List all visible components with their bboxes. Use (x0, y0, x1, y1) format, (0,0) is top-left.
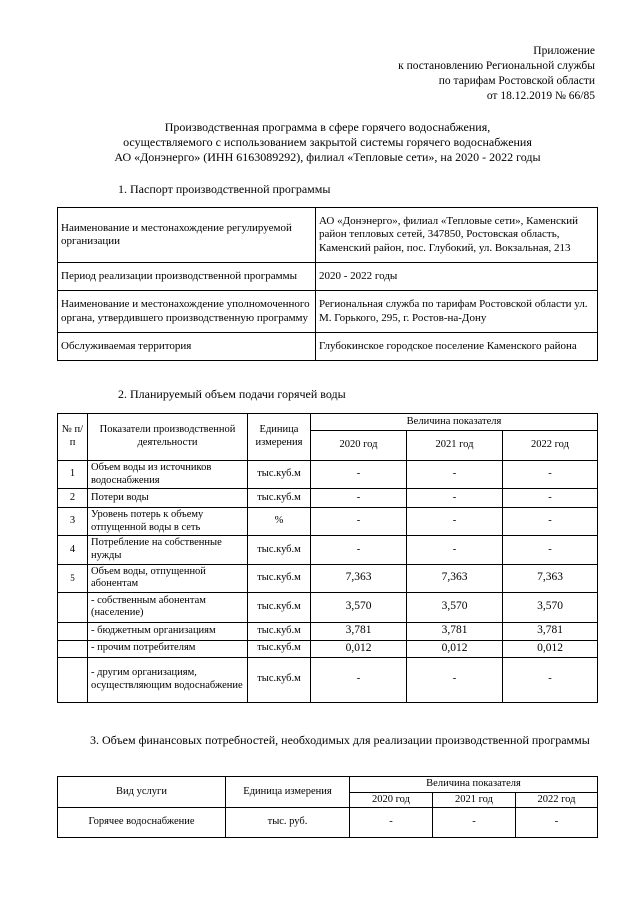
row-value-2021: 7,363 (407, 564, 503, 592)
row-unit: тыс.куб.м (248, 657, 311, 702)
header-year-2022: 2022 год (503, 431, 598, 461)
row-name: Потери воды (88, 489, 248, 508)
passport-label: Наименование и местонахождение уполномоченного органа, утвердившего производственную программу (58, 291, 316, 333)
financial-table (57, 776, 598, 838)
row-name: - бюджетным организациям (88, 622, 248, 640)
header-unit: Единица измерения (226, 777, 350, 808)
header-year-2021: 2021 год (433, 792, 516, 808)
row-unit: тыс. руб. (226, 808, 350, 838)
header-value: Величина показателя (311, 414, 598, 431)
title-line-1: Производственная программа в сфере горячего водоснабжения, (164, 120, 491, 134)
header-num: № п/п (58, 414, 88, 461)
row-value-2022: - (503, 508, 598, 536)
section-3-title: 3. Объем финансовых потребностей, необходимых для реализации производственной программы (90, 733, 590, 747)
table-row (58, 657, 598, 702)
row-num (58, 640, 88, 657)
row-unit: тыс.куб.м (248, 622, 311, 640)
table-row (58, 508, 598, 536)
row-value-2022: 3,570 (503, 592, 598, 622)
passport-value: Региональная служба по тарифам Ростовской области ул. М. Горького, 295, г. Ростов-на-Дону (316, 291, 598, 333)
title-line-2: осуществляемого с использованием закрытой системы горячего водоснабжения (123, 135, 532, 149)
row-value-2021: - (407, 536, 503, 564)
row-unit: тыс.куб.м (248, 536, 311, 564)
header-unit: Единица измерения (248, 414, 311, 461)
table-row (58, 208, 598, 263)
passport-label: Период реализации производственной программы (58, 263, 316, 291)
row-value-2020: - (311, 489, 407, 508)
section-1-title: 1. Паспорт производственной программы (118, 182, 331, 196)
table-row (58, 640, 598, 657)
row-unit: % (248, 508, 311, 536)
row-num (58, 622, 88, 640)
table-header-row (58, 414, 598, 431)
header-line-3: по тарифам Ростовской области (438, 75, 595, 87)
row-unit: тыс.куб.м (248, 640, 311, 657)
row-num: 4 (58, 536, 88, 564)
title-line-3: АО «Донэнерго» (ИНН 6163089292), филиал «Тепловые сети», на 2020 - 2022 годы (114, 150, 541, 164)
row-value-2022: 7,363 (503, 564, 598, 592)
row-num: 5 (58, 564, 88, 592)
row-unit: тыс.куб.м (248, 461, 311, 489)
table-row (58, 263, 598, 291)
row-value-2021: 3,781 (407, 622, 503, 640)
row-value-2021: 3,570 (407, 592, 503, 622)
row-value-2022: - (503, 461, 598, 489)
row-value-2021: 0,012 (407, 640, 503, 657)
table-row (58, 808, 598, 838)
table-row (58, 333, 598, 361)
passport-label: Обслуживаемая территория (58, 333, 316, 361)
document-title (60, 120, 595, 165)
table-row (58, 536, 598, 564)
row-name: Уровень потерь к объему отпущенной воды в сеть (88, 508, 248, 536)
row-value-2021: - (407, 657, 503, 702)
document-header (398, 44, 595, 104)
row-value-2020: - (311, 657, 407, 702)
row-unit: тыс.куб.м (248, 592, 311, 622)
table-row (58, 564, 598, 592)
header-year-2020: 2020 год (311, 431, 407, 461)
row-name: - прочим потребителям (88, 640, 248, 657)
table-row (58, 592, 598, 622)
row-num (58, 657, 88, 702)
header-year-2020: 2020 год (350, 792, 433, 808)
row-service: Горячее водоснабжение (58, 808, 226, 838)
row-value-2020: - (311, 461, 407, 489)
row-name: - другим организациям, осуществляющим водоснабжение (88, 657, 248, 702)
row-value-2021: - (407, 508, 503, 536)
header-line-2: к постановлению Региональной службы (398, 60, 595, 72)
passport-label: Наименование и местонахождение регулируемой организации (58, 208, 316, 263)
header-year-2021: 2021 год (407, 431, 503, 461)
passport-value: Глубокинское городское поселение Каменского района (316, 333, 598, 361)
row-value-2021: - (407, 461, 503, 489)
volume-table (57, 413, 598, 703)
row-num: 3 (58, 508, 88, 536)
row-num (58, 592, 88, 622)
row-value-2022: - (503, 489, 598, 508)
row-name: Потребление на собственные нужды (88, 536, 248, 564)
row-value-2022: 3,781 (503, 622, 598, 640)
table-row (58, 622, 598, 640)
row-num: 1 (58, 461, 88, 489)
row-value-2020: 3,781 (311, 622, 407, 640)
row-value-2021: - (407, 489, 503, 508)
row-value-2020: 0,012 (311, 640, 407, 657)
row-name: Объем воды, отпущенной абонентам (88, 564, 248, 592)
row-value-2020: - (311, 536, 407, 564)
table-row (58, 291, 598, 333)
section-2-title: 2. Планируемый объем подачи горячей воды (118, 387, 346, 401)
passport-value: 2020 - 2022 годы (316, 263, 598, 291)
row-value-2022: - (503, 657, 598, 702)
table-header-row (58, 777, 598, 793)
header-line-4: от 18.12.2019 № 66/85 (486, 90, 595, 102)
row-value-2020: - (311, 508, 407, 536)
row-value-2022: - (516, 808, 598, 838)
row-unit: тыс.куб.м (248, 489, 311, 508)
row-value-2020: 3,570 (311, 592, 407, 622)
header-service: Вид услуги (58, 777, 226, 808)
header-indicators: Показатели производственной деятельности (88, 414, 248, 461)
row-unit: тыс.куб.м (248, 564, 311, 592)
passport-value: АО «Донэнерго», филиал «Тепловые сети», Каменский район тепловых сетей, 347850, Ростовская область, Каменский район, пос. Глубокий, ул. Вокзальная, 213 (316, 208, 598, 263)
table-row (58, 489, 598, 508)
table-row (58, 461, 598, 489)
header-year-2022: 2022 год (516, 792, 598, 808)
row-name: - собственным абонентам (население) (88, 592, 248, 622)
row-num: 2 (58, 489, 88, 508)
row-value-2022: 0,012 (503, 640, 598, 657)
row-value-2022: - (503, 536, 598, 564)
passport-table (57, 207, 598, 361)
row-value-2020: - (350, 808, 433, 838)
header-value: Величина показателя (350, 777, 598, 793)
row-name: Объем воды из источников водоснабжения (88, 461, 248, 489)
row-value-2020: 7,363 (311, 564, 407, 592)
header-line-1: Приложение (533, 45, 595, 57)
row-value-2021: - (433, 808, 516, 838)
